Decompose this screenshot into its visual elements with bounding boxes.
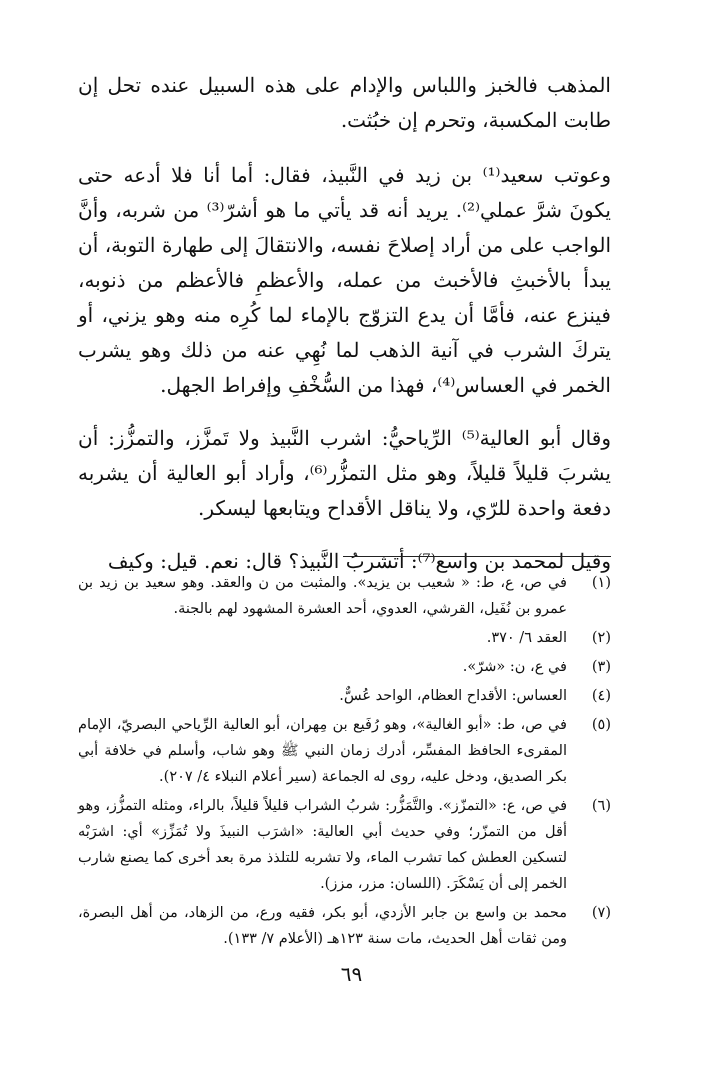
footnote-5 xyxy=(78,712,611,790)
footnote-number: (١) xyxy=(591,575,611,591)
paragraph-1: المذهب فالخبز واللباس والإدام على هذه السبيل عنده تحل إن طابت المكسبة، وتحرم إن خبُثت. xyxy=(78,73,611,132)
footnote-number: (٢) xyxy=(591,630,611,646)
footnote-text: في ص، ع: «التمزّز». والتَّمَزُّر: شربُ الشراب قليلاً قليلاً، بالراء، ومثله التمزُّز، وهو أقل من التمزّر؛ وفي حديث أبي العالية: «اشرَب النبيذَ ولا تُمَزِّز» أي: اشرَبْه لتسكين العطش كما تشرب الماء، ولا تشربه للتلذذ مرة بعد أخرى كما يصنع شارب الخمر إلى أن يَسْكَرَ. (اللسان: مزر، مزز). xyxy=(78,798,567,892)
footnotes xyxy=(78,570,611,955)
page-number: ٦٩ xyxy=(340,962,363,986)
footnote-separator xyxy=(343,556,611,557)
footnote-4 xyxy=(78,683,611,709)
footnote-7 xyxy=(78,900,611,952)
footnote-text: العقد ٦/ ٣٧٠. xyxy=(486,630,567,646)
footnote-number: (٥) xyxy=(591,717,611,733)
paragraph-3: وقال أبو العالية⁽⁵⁾ الرِّياحيُّ: اشرب النَّبيذ ولا تَمزَّز، والتمزُّز: أن يشربَ قليلاً قليلاً، وهو مثل التمزُّر⁽⁶⁾، وأراد أبو العالية أن يشربه دفعة واحدة للرّي، ولا يناقل الأقداح ويتابعها ليسكر. xyxy=(78,426,611,520)
footnote-number: (٣) xyxy=(591,659,611,675)
footnote-2 xyxy=(78,625,611,651)
paragraph-4: وقيل لمحمد بن واسع⁽⁷⁾: أتشربُ النَّبيذ؟ قال: نعم. قيل: وكيف xyxy=(107,549,611,573)
footnote-number: (٦) xyxy=(591,798,611,814)
paragraph-2: وعوتب سعيد⁽¹⁾ بن زيد في النَّبيذ، فقال: أما أنا فلا أدعه حتى يكونَ شرَّ عملي⁽²⁾. يريد أنه قد يأتي ما هو أشرّ⁽³⁾ من شربه، وأنَّ الواجب على من أراد إصلاحَ نفسه، والانتقالَ إلى طهارة التوبة، أن يبدأ بالأخبثِ فالأخبث من عمله، والأعظمِ فالأعظم من ذنوبه، فينزع عنه، فأمَّا أن يدع التزوّج بالإماء لما كُرِه منه وهو يزني، أو يتركَ الشرب في آنية الذهب لما نُهِي عنه من ذلك وهو يشرب الخمر في العساس⁽⁴⁾، فهذا من السُّخْفِ وإفراط الجهل. xyxy=(78,163,611,397)
footnote-number: (٤) xyxy=(591,688,611,704)
footnote-text: في ص، ط: «أبو الغالية»، وهو رُفَيع بن مِهران، أبو العالية الرِّياحي البصريّ، الإمام المقرىء الحافظ المفسِّر، أدرك زمان النبي ﷺ وهو شاب، وأسلم في خلافة أبي بكر الصديق، ودخل عليه، روى له الجماعة (سير أعلام النبلاء ٤/ ٢٠٧). xyxy=(78,717,567,785)
footnote-text: محمد بن واسع بن جابر الأزدي، أبو بكر، فقيه ورع، من الزهاد، من أهل البصرة، ومن ثقات أهل الحديث، مات سنة ١٢٣هـ (الأعلام ٧/ ١٣٣). xyxy=(78,905,567,947)
footnote-number: (٧) xyxy=(591,905,611,921)
main-text xyxy=(78,68,611,597)
footnote-text: العساس: الأقداح العظام، الواحد عُسٌّ. xyxy=(339,688,567,704)
footnote-text: في ع، ن: «شرّ». xyxy=(462,659,567,675)
footnote-3 xyxy=(78,654,611,680)
footnote-6 xyxy=(78,793,611,897)
footnote-text: في ص، ع، ط: « شعيب بن يزيد». والمثبت من ن والعقد. وهو سعيد بن زيد بن عمرو بن نُفَيل، القرشي، العدوي، أحد العشرة المشهود لهم بالجنة. xyxy=(78,575,567,617)
footnote-1 xyxy=(78,570,611,622)
